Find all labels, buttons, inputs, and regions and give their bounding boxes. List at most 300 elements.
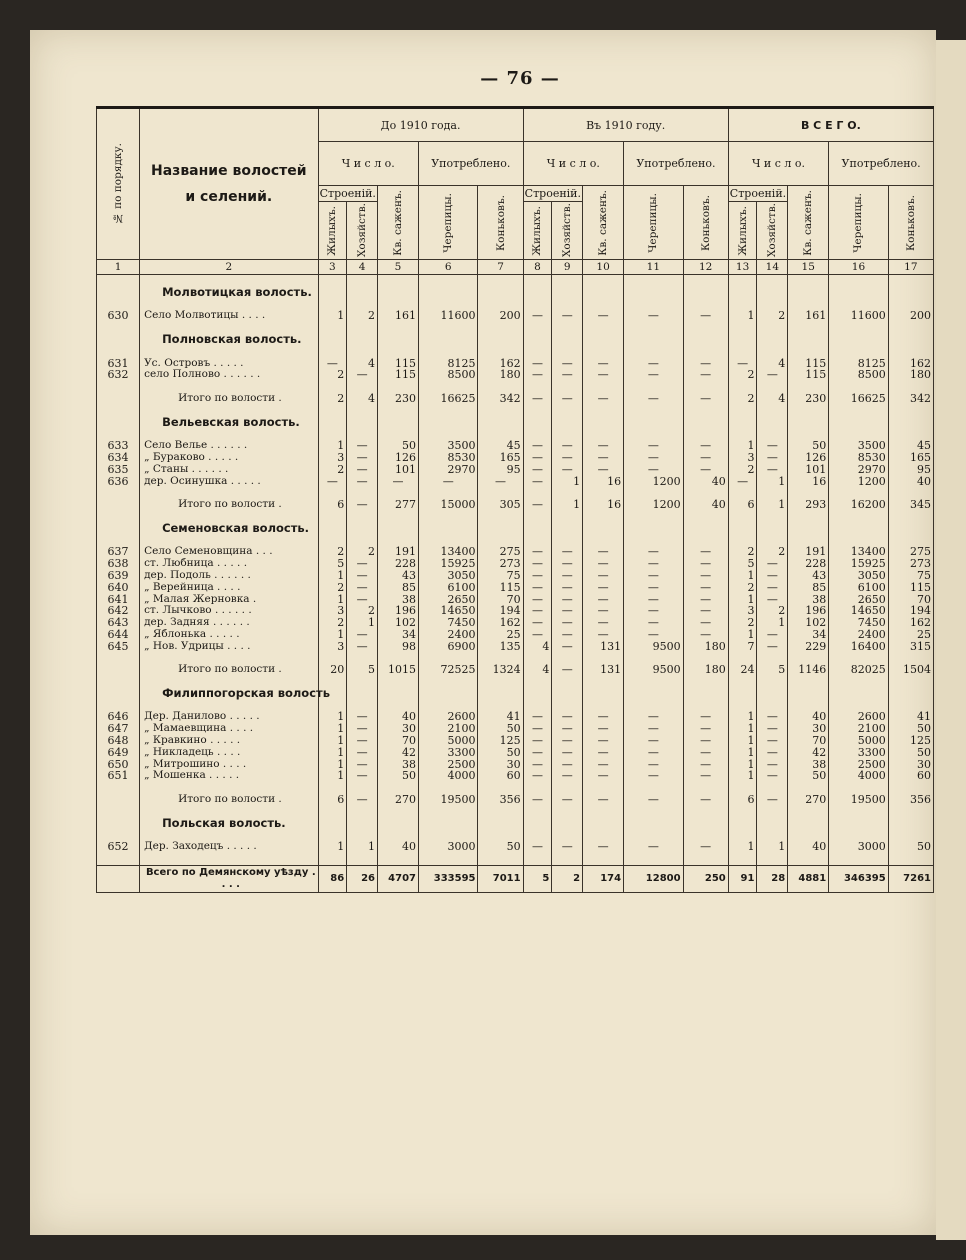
value-cell: 191 [788,546,829,558]
header-ridges-2: Коньковъ. [683,186,728,260]
settlement-name: Итого по волости . [140,794,318,806]
value-cell: 40 [683,499,728,511]
settlement-name: „ Станы . . . . . . [140,464,318,476]
spacer-row [97,299,934,311]
value-cell: — [347,499,378,511]
value-cell: 5000 [829,735,888,747]
value-cell: — [583,452,624,464]
value-cell: 1 [728,594,757,606]
value-cell: 40 [788,711,829,723]
value-cell: 60 [888,770,933,782]
value-cell: — [683,310,728,322]
value-cell: — [552,570,583,582]
value-cell: 273 [478,558,523,570]
value-cell: 2 [757,546,788,558]
column-number: 5 [377,260,418,275]
value-cell: 1 [728,440,757,452]
value-cell: 1200 [624,499,683,511]
value-cell: — [552,794,583,806]
value-cell: 7261 [888,865,933,892]
value-cell: 2 [757,605,788,617]
header-count-1: Ч и с л о. [318,142,418,186]
value-cell: 40 [683,476,728,488]
value-cell: 2 [728,393,757,405]
value-cell: — [583,464,624,476]
value-cell: 4 [347,358,378,370]
table-row [97,605,934,617]
settlement-name: „ Кравкино . . . . . [140,735,318,747]
value-cell: 8500 [829,369,888,381]
spacer-row [97,853,934,865]
table-row [97,310,934,322]
value-cell: — [683,558,728,570]
value-cell: 6 [318,499,347,511]
value-cell: — [624,735,683,747]
value-cell: 40 [377,841,418,853]
settlement-name: Ус. Островъ . . . . . [140,358,318,370]
value-cell: — [552,605,583,617]
value-cell: — [683,464,728,476]
value-cell: — [347,594,378,606]
header-count-2: Ч и с л о. [523,142,623,186]
value-cell: — [683,711,728,723]
subtotal-row [97,794,934,806]
value-cell: 3300 [829,747,888,759]
table-row [97,629,934,641]
value-cell: 11600 [419,310,478,322]
value-cell: — [347,558,378,570]
value-cell: 101 [788,464,829,476]
value-cell: 40 [377,711,418,723]
value-cell: 2600 [419,711,478,723]
value-cell: — [583,440,624,452]
column-number: 17 [888,260,933,275]
volost-heading-row [97,688,934,700]
value-cell: 126 [788,452,829,464]
value-cell: 180 [683,641,728,653]
value-cell: 315 [888,641,933,653]
value-cell: 3500 [829,440,888,452]
value-cell: 126 [377,452,418,464]
settlement-name: „ Нов. Удрицы . . . . [140,641,318,653]
value-cell: 5 [757,664,788,676]
value-cell: 50 [888,723,933,735]
value-cell: 161 [377,310,418,322]
value-cell: — [523,617,552,629]
value-cell: 1 [347,841,378,853]
value-cell: 3 [318,452,347,464]
value-cell: — [757,759,788,771]
value-cell: — [552,723,583,735]
value-cell: 38 [788,594,829,606]
row-number: 643 [97,617,140,629]
value-cell: 1 [728,570,757,582]
value-cell: — [583,735,624,747]
value-cell: — [683,617,728,629]
value-cell: — [523,594,552,606]
volost-heading: Семеновская волость. [140,523,318,535]
value-cell: 1 [318,723,347,735]
row-number: 647 [97,723,140,735]
value-cell: — [347,759,378,771]
value-cell: 1015 [377,664,418,676]
value-cell: 50 [888,841,933,853]
value-cell: — [757,747,788,759]
value-cell: — [347,747,378,759]
value-cell: — [583,570,624,582]
value-cell: 3000 [419,841,478,853]
value-cell: — [347,464,378,476]
value-cell: 95 [888,464,933,476]
value-cell: 40 [788,841,829,853]
value-cell: 6900 [419,641,478,653]
value-cell: 2 [318,546,347,558]
volost-heading: Филиппогорская волость [140,688,318,700]
value-cell: 250 [683,865,728,892]
value-cell: 2 [318,464,347,476]
value-cell: 4 [347,393,378,405]
value-cell: — [583,369,624,381]
value-cell: 1504 [888,664,933,676]
header-dwelling-1: Жилыхъ. [318,202,347,260]
settlement-name: Дер. Заходецъ . . . . . [140,841,318,853]
spacer-row [97,346,934,358]
spacer-row [97,381,934,393]
value-cell: 4000 [829,770,888,782]
value-cell: 50 [788,440,829,452]
value-cell: — [583,393,624,405]
value-cell: 1 [318,770,347,782]
value-cell: 38 [377,759,418,771]
value-cell: 13400 [829,546,888,558]
value-cell: 2100 [419,723,478,735]
value-cell: 75 [478,570,523,582]
header-name: Название волостей и селений. [140,108,318,260]
row-number: 640 [97,582,140,594]
value-cell: 75 [888,570,933,582]
row-number: 645 [97,641,140,653]
value-cell: — [683,393,728,405]
settlement-name: Итого по волости . [140,664,318,676]
value-cell: — [757,735,788,747]
row-number: 648 [97,735,140,747]
value-cell: 3 [728,605,757,617]
value-cell: 13400 [419,546,478,558]
value-cell: 293 [788,499,829,511]
value-cell: 40 [888,476,933,488]
row-number: 642 [97,605,140,617]
value-cell: 135 [478,641,523,653]
value-cell: 2500 [829,759,888,771]
value-cell: — [523,310,552,322]
value-cell: — [624,546,683,558]
value-cell: — [757,711,788,723]
volost-heading: Полновская волость. [140,334,318,346]
value-cell: — [683,735,728,747]
value-cell: 196 [788,605,829,617]
value-cell: 2100 [829,723,888,735]
value-cell: 6100 [419,582,478,594]
volost-heading-row [97,417,934,429]
table-row [97,711,934,723]
value-cell: 3 [318,641,347,653]
row-number: 633 [97,440,140,452]
value-cell: — [523,546,552,558]
value-cell: — [683,358,728,370]
value-cell: 1 [757,841,788,853]
row-number [97,664,140,676]
value-cell: — [757,452,788,464]
value-cell: 4707 [377,865,418,892]
settlement-name: дер. Осинушка . . . . . [140,476,318,488]
value-cell: 60 [478,770,523,782]
value-cell: — [624,617,683,629]
value-cell: 6 [728,499,757,511]
value-cell: 86 [318,865,347,892]
value-cell: 1 [728,735,757,747]
value-cell: 2 [347,310,378,322]
row-number: 637 [97,546,140,558]
value-cell: 2650 [829,594,888,606]
value-cell: 1 [318,629,347,641]
value-cell: 2 [318,369,347,381]
value-cell: 162 [888,617,933,629]
value-cell: 2500 [419,759,478,771]
value-cell: 180 [683,664,728,676]
value-cell: — [552,464,583,476]
value-cell: 70 [377,735,418,747]
value-cell: 8530 [829,452,888,464]
value-cell: 230 [788,393,829,405]
value-cell: 1 [318,570,347,582]
value-cell: 101 [377,464,418,476]
value-cell: — [347,723,378,735]
value-cell: 277 [377,499,418,511]
column-number: 12 [683,260,728,275]
row-number: 632 [97,369,140,381]
value-cell: 16 [583,476,624,488]
value-cell: — [683,594,728,606]
value-cell: — [624,723,683,735]
settlement-name: „ Мамаевщина . . . . [140,723,318,735]
value-cell: — [624,594,683,606]
column-numbers [97,260,934,275]
value-cell: 4881 [788,865,829,892]
value-cell: — [583,310,624,322]
value-cell: 191 [377,546,418,558]
header-count-3: Ч и с л о. [728,142,828,186]
statistics-table [96,106,934,893]
value-cell: 115 [788,369,829,381]
value-cell: 3 [318,605,347,617]
value-cell: 50 [888,747,933,759]
value-cell: 1 [728,310,757,322]
value-cell: 50 [478,723,523,735]
value-cell: — [318,476,347,488]
value-cell: 4 [757,393,788,405]
value-cell: — [624,605,683,617]
value-cell: — [583,629,624,641]
value-cell: 165 [888,452,933,464]
value-cell: — [523,369,552,381]
value-cell: — [347,629,378,641]
value-cell: — [757,440,788,452]
value-cell: 16 [788,476,829,488]
value-cell: 2 [552,865,583,892]
value-cell: — [624,358,683,370]
value-cell: — [523,499,552,511]
value-cell: 1 [318,747,347,759]
value-cell: 30 [377,723,418,735]
spacer-row [97,535,934,547]
value-cell: 194 [478,605,523,617]
value-cell: — [583,841,624,853]
spacer-row [97,782,934,794]
value-cell: — [552,747,583,759]
column-number: 4 [347,260,378,275]
value-cell: — [583,723,624,735]
value-cell: — [347,476,378,488]
value-cell: 16200 [829,499,888,511]
value-cell: 5 [347,664,378,676]
spacer-row [97,653,934,665]
value-cell: 4 [523,664,552,676]
value-cell: 2970 [419,464,478,476]
value-cell: — [624,747,683,759]
value-cell: — [347,711,378,723]
value-cell: — [757,464,788,476]
volost-heading: Молвотицкая волость. [140,287,318,299]
value-cell: 38 [377,594,418,606]
value-cell: — [552,711,583,723]
value-cell: 2 [318,617,347,629]
header-farm-3: Хозяйств. [757,202,788,260]
spacer-row [97,700,934,712]
value-cell: — [757,723,788,735]
value-cell: 345 [888,499,933,511]
table-row [97,735,934,747]
settlement-name: Село Велье . . . . . . [140,440,318,452]
value-cell: 20 [318,664,347,676]
value-cell: — [419,476,478,488]
value-cell: — [552,759,583,771]
table-row [97,440,934,452]
value-cell: 1 [552,499,583,511]
value-cell: — [683,582,728,594]
value-cell: 50 [377,440,418,452]
value-cell: 1324 [478,664,523,676]
value-cell: 72525 [419,664,478,676]
value-cell: 270 [788,794,829,806]
settlement-name: Всего по Демянскому уѣзду . . . . [140,865,318,892]
value-cell: 1 [728,841,757,853]
value-cell: 1 [318,735,347,747]
value-cell: — [757,641,788,653]
value-cell: — [683,841,728,853]
value-cell: 1 [728,759,757,771]
value-cell: 4 [523,641,552,653]
value-cell: 42 [377,747,418,759]
value-cell: 8125 [419,358,478,370]
header-used-2: Употреблено. [624,142,729,186]
settlement-name: ст. Любница . . . . . [140,558,318,570]
settlement-name: дер. Подоль . . . . . . [140,570,318,582]
table-row [97,617,934,629]
value-cell: 9500 [624,664,683,676]
value-cell: — [552,440,583,452]
header-row-number: № по порядку. [97,108,140,260]
value-cell: 115 [478,582,523,594]
value-cell: — [683,605,728,617]
value-cell: 2 [318,393,347,405]
value-cell: 3050 [419,570,478,582]
spacer-row [97,428,934,440]
value-cell: 8500 [419,369,478,381]
value-cell: — [624,393,683,405]
settlement-name: Дер. Данилово . . . . . [140,711,318,723]
value-cell: — [757,582,788,594]
value-cell: 3 [728,452,757,464]
value-cell: — [683,723,728,735]
value-cell: 11600 [829,310,888,322]
value-cell: — [757,594,788,606]
value-cell: 180 [478,369,523,381]
value-cell: 2650 [419,594,478,606]
value-cell: 6 [318,794,347,806]
row-number: 644 [97,629,140,641]
value-cell: 1 [728,723,757,735]
table-row [97,369,934,381]
value-cell: 3500 [419,440,478,452]
value-cell: 1 [757,499,788,511]
value-cell: — [523,711,552,723]
value-cell: — [347,570,378,582]
value-cell: 229 [788,641,829,653]
value-cell: 25 [478,629,523,641]
value-cell: 30 [478,759,523,771]
value-cell: 41 [888,711,933,723]
value-cell: 7450 [419,617,478,629]
header-farm-2: Хозяйств. [552,202,583,260]
value-cell: — [552,841,583,853]
value-cell: — [523,558,552,570]
settlement-name: ст. Лычково . . . . . . [140,605,318,617]
value-cell: — [583,582,624,594]
value-cell: 200 [478,310,523,322]
row-number: 641 [97,594,140,606]
value-cell: — [523,570,552,582]
value-cell: 162 [478,358,523,370]
value-cell: — [583,358,624,370]
table-row [97,546,934,558]
settlement-name: дер. Задняя . . . . . . [140,617,318,629]
value-cell: — [624,310,683,322]
value-cell: — [683,570,728,582]
value-cell: — [523,605,552,617]
value-cell: 115 [788,358,829,370]
value-cell: — [552,664,583,676]
value-cell: 16625 [419,393,478,405]
value-cell: 4 [757,358,788,370]
value-cell: — [583,770,624,782]
value-cell: 102 [788,617,829,629]
value-cell: — [552,735,583,747]
value-cell: 15925 [419,558,478,570]
table-header [97,108,934,275]
value-cell: 305 [478,499,523,511]
value-cell: 43 [377,570,418,582]
value-cell: — [523,770,552,782]
